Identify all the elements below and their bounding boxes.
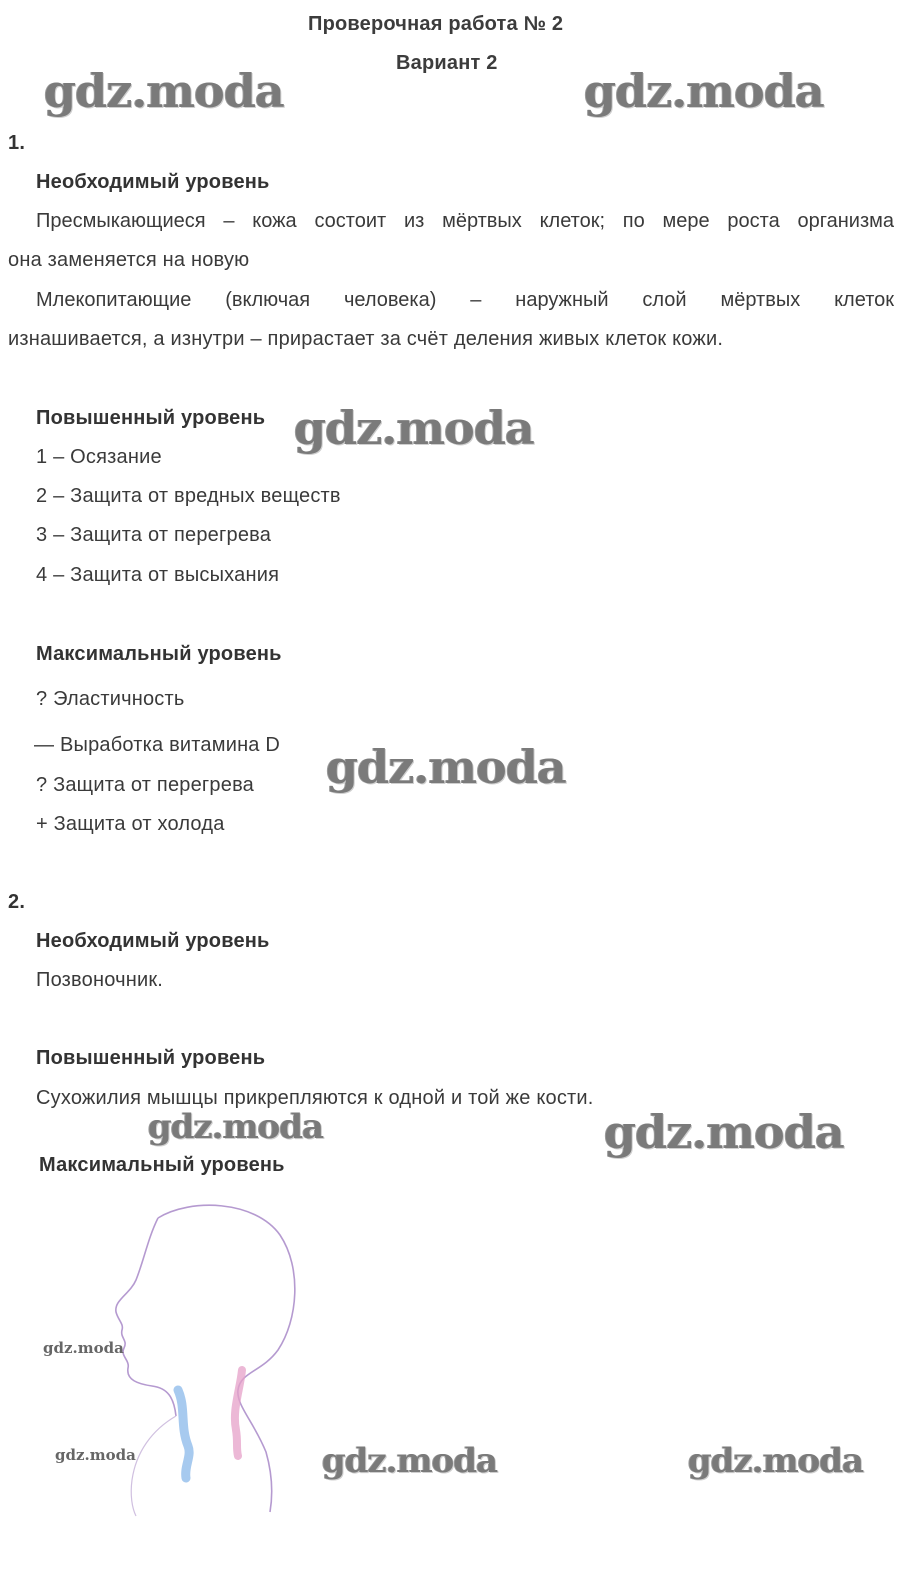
watermark-logo: gdz.moda	[688, 1441, 864, 1481]
page-title: Проверочная работа № 2	[308, 13, 564, 35]
level-heading-basic: Необходимый уровень	[36, 930, 270, 952]
artery-pink	[235, 1370, 242, 1456]
watermark-logo: gdz.moda	[44, 64, 284, 118]
answer-text: Сухожилия мышцы прикрепляются к одной и той же кости.	[36, 1087, 594, 1109]
list-item: ? Эластичность	[36, 688, 185, 710]
watermark-logo: gdz.moda	[326, 740, 566, 794]
variant-label: Вариант 2	[396, 52, 498, 74]
answer-text: Позвоночник.	[36, 969, 164, 991]
level-heading-max: Максимальный уровень	[39, 1154, 285, 1176]
face-profile	[116, 1218, 176, 1416]
level-heading-basic: Необходимый уровень	[36, 171, 270, 193]
answer-text-mammals: Млекопитающие (включая человека) – наружный слой мёртвых клеток	[36, 289, 894, 311]
list-item: 1 – Осязание	[36, 446, 162, 468]
answer-text-reptiles: Пресмыкающиеся – кожа состоит из мёртвых клеток; по мере роста организма	[36, 210, 894, 232]
list-item: 3 – Защита от перегрева	[36, 524, 272, 546]
task-number: 2.	[8, 891, 26, 913]
list-item: 2 – Защита от вредных веществ	[36, 485, 341, 507]
level-heading-max: Максимальный уровень	[36, 643, 282, 665]
head-outline	[158, 1205, 295, 1512]
watermark-logo: gdz.moda	[55, 1446, 136, 1464]
task-number: 1.	[8, 132, 26, 154]
list-item: + Защита от холода	[36, 813, 225, 835]
watermark-logo: gdz.moda	[604, 1105, 844, 1159]
watermark-logo: gdz.moda	[294, 401, 534, 455]
neck-front	[131, 1416, 176, 1516]
answer-text-mammals-cont: изнашивается, а изнутри – прирастает за счёт деления живых клеток кожи.	[8, 328, 724, 350]
watermark-logo: gdz.moda	[43, 1339, 124, 1357]
watermark-logo: gdz.moda	[584, 64, 824, 118]
watermark-logo: gdz.moda	[322, 1441, 498, 1481]
list-item: — Выработка витамина D	[34, 734, 281, 756]
level-heading-advanced: Повышенный уровень	[36, 1047, 266, 1069]
level-heading-advanced: Повышенный уровень	[36, 407, 266, 429]
artery-blue	[178, 1390, 189, 1478]
watermark-logo: gdz.moda	[148, 1107, 324, 1147]
list-item: 4 – Защита от высыхания	[36, 564, 280, 586]
list-item: ? Защита от перегрева	[36, 774, 254, 796]
answer-text-reptiles-cont: она заменяется на новую	[8, 249, 250, 271]
